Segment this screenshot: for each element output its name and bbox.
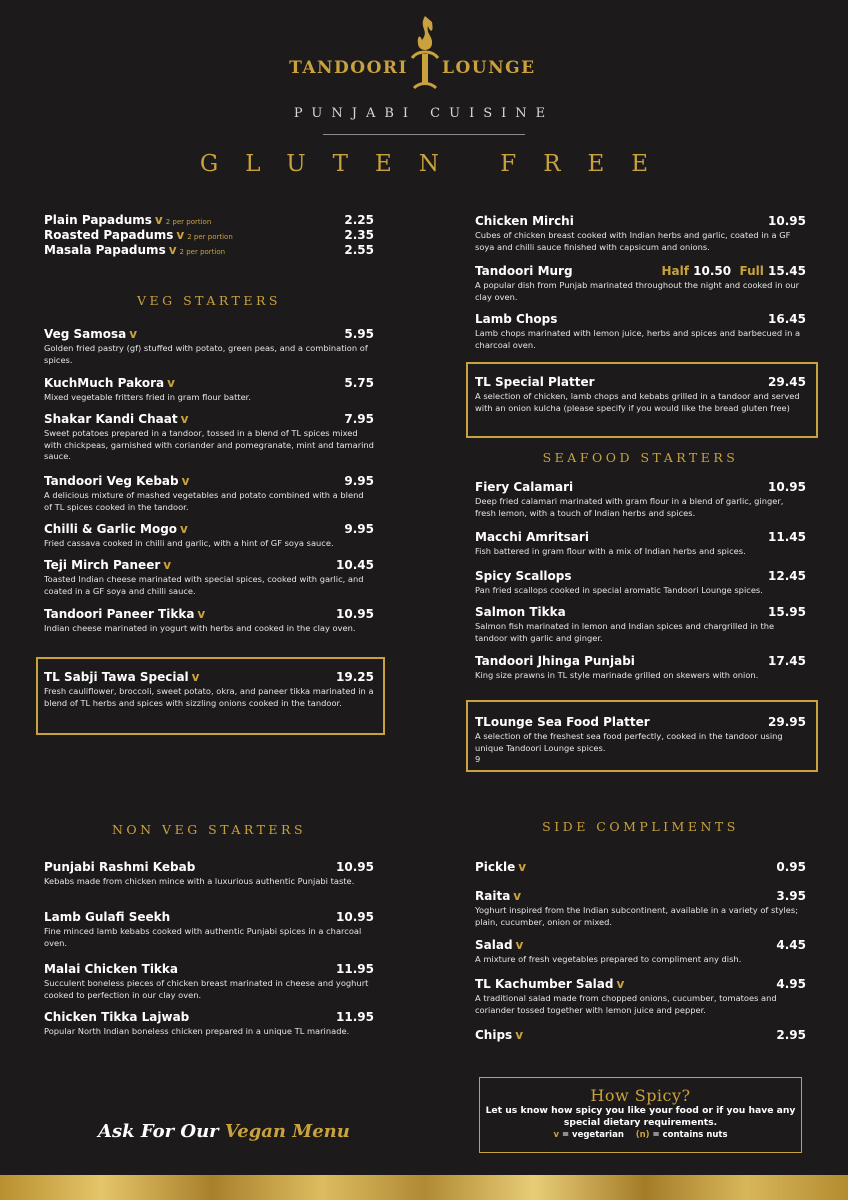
item-price: 10.95	[336, 860, 374, 874]
item-name: Tandoori Murg	[475, 264, 573, 278]
item-price: 15.95	[768, 605, 806, 619]
item-name: TL Special Platter	[475, 375, 595, 389]
menu-item	[44, 243, 374, 257]
item-name: Chilli & Garlic Mogo	[44, 522, 178, 536]
menu-item	[475, 654, 806, 682]
menu-item	[475, 569, 806, 597]
menu-item	[475, 938, 806, 966]
item-description: Fresh cauliflower, broccoli, sweet potato, okra, and paneer tikka marinated in a blend of TL herbs and spices with sizzling onions cooked in the tandoor.	[44, 686, 374, 708]
item-price: 7.95	[344, 412, 374, 426]
vegetarian-mark: v	[518, 860, 527, 874]
item-name: Salmon Tikka	[475, 605, 566, 619]
item-name: Salad	[475, 938, 513, 952]
vegetarian-mark: v	[197, 607, 206, 621]
item-name: Roasted Papadums	[44, 228, 174, 242]
item-price: 19.25	[336, 670, 374, 684]
menu-item	[44, 1010, 374, 1038]
item-name: Fiery Calamari	[475, 480, 574, 494]
item-price: 16.45	[768, 312, 806, 326]
item-name: KuchMuch Pakora	[44, 376, 165, 390]
item-description: Sweet potatoes prepared in a tandoor, tossed in a blend of TL spices mixed with chickpeas, garnished with coriander and pomegranate, mint and tamarind sauce.	[44, 428, 374, 462]
brand-name-left: TANDOORI	[289, 58, 408, 78]
item-description: Fish battered in gram flour with a mix of Indian herbs and spices.	[475, 546, 746, 556]
item-name: TL Sabji Tawa Special	[44, 670, 189, 684]
divider	[323, 134, 525, 135]
item-price: 4.45	[776, 938, 806, 952]
menu-item	[44, 376, 374, 404]
item-price	[661, 264, 806, 278]
item-description: King size prawns in TL style marinade grilled on skewers with onion.	[475, 670, 759, 680]
menu-item	[475, 1028, 806, 1042]
item-price: 3.95	[776, 889, 806, 903]
page-title: GLUTEN FREE	[199, 151, 676, 177]
menu-item	[475, 860, 806, 874]
item-description: A selection of chicken, lamb chops and kebabs grilled in a tandoor and served with an onion kulcha (please specify if you would like the bread gluten free)	[475, 391, 800, 413]
item-description: Salmon fish marinated in lemon and Indian spices and chargrilled in the tandoor with garlic and ginger.	[475, 621, 775, 643]
item-description: Succulent boneless pieces of chicken breast marinated in cheese and yoghurt cooked to perfection in our clay oven.	[44, 978, 369, 1000]
full-label: Full	[739, 264, 764, 278]
item-name: Plain Papadums	[44, 213, 152, 227]
vegan-prefix: Ask For Our	[98, 1121, 219, 1142]
item-price: 2.25	[344, 213, 374, 227]
item-price: 2.95	[776, 1028, 806, 1042]
flame-logo-icon	[408, 14, 442, 94]
vegetarian-mark: v	[513, 889, 522, 903]
legend-nuts-mark: (n)	[635, 1130, 650, 1140]
item-price: 11.95	[336, 962, 374, 976]
item-description: A mixture of fresh vegetables prepared to compliment any dish.	[475, 954, 742, 964]
menu-item	[475, 889, 806, 928]
vegetarian-mark: v	[167, 376, 175, 390]
item-description: A delicious mixture of mashed vegetables and potato combined with a blend of TL spices cooked in the tandoor.	[44, 490, 364, 512]
special-item	[44, 670, 374, 709]
item-description: Deep fried calamari marinated with gram flour in a blend of garlic, ginger, fresh lemon, with a touch of Indian herbs and spices.	[475, 496, 784, 518]
item-description: Mixed vegetable fritters fried in gram flour batter.	[44, 392, 251, 402]
special-item	[475, 715, 806, 766]
vegetarian-mark: v	[129, 327, 138, 341]
item-description: Fried cassava cooked in chilli and garlic, with a hint of GF soya sauce.	[44, 538, 334, 548]
legend-vegetarian-text: = vegetarian	[561, 1130, 624, 1140]
item-description: Popular North Indian boneless chicken prepared in a unique TL marinade.	[44, 1026, 350, 1036]
item-description: Kebabs made from chicken mince with a luxurious authentic Punjabi taste.	[44, 876, 355, 886]
item-name: Masala Papadums	[44, 243, 166, 257]
vegetarian-mark: v	[515, 1028, 524, 1042]
menu-item	[44, 228, 374, 242]
menu-item	[475, 264, 806, 303]
special-item	[475, 375, 806, 414]
item-description: A popular dish from Punjab marinated throughout the night and cooked in our clay oven.	[475, 280, 799, 302]
item-price: 11.95	[336, 1010, 374, 1024]
item-name: Macchi Amritsari	[475, 530, 589, 544]
item-name: TLounge Sea Food Platter	[475, 715, 650, 729]
menu-item	[475, 214, 806, 253]
spice-info-box	[479, 1077, 802, 1153]
legend	[480, 1130, 801, 1140]
vegetarian-mark: v	[180, 412, 189, 426]
spice-text: Let us know how spicy you like your food or if you have any special dietary requirements.	[485, 1105, 796, 1128]
vegetarian-mark: v	[181, 474, 190, 488]
item-description: A selection of the freshest sea food perfectly, cooked in the tandoor using unique Tandoori Lounge spices.	[475, 731, 783, 753]
item-name: Chicken Tikka Lajwab	[44, 1010, 190, 1024]
vegan-menu-callout	[98, 1121, 350, 1142]
menu-item	[475, 977, 806, 1016]
item-price: 10.95	[768, 480, 806, 494]
portion-note: 2 per portion	[179, 248, 226, 256]
item-description: Yoghurt inspired from the Indian subcontinent, available in a variety of styles; plain, cucumber, onion or mixed.	[475, 905, 799, 927]
item-name: Teji Mirch Paneer	[44, 558, 161, 572]
vegetarian-mark: v	[176, 228, 185, 242]
item-description: A traditional salad made from chopped onions, cucumber, tomatoes and coriander tossed together with lemon juice and pepper.	[475, 993, 777, 1015]
vegetarian-mark: v	[616, 977, 625, 991]
full-price: 15.45	[768, 264, 806, 278]
item-description: Golden fried pastry (gf) stuffed with potato, green peas, and a combination of spices.	[44, 343, 368, 365]
item-price: 17.45	[768, 654, 806, 668]
gold-foil-border	[0, 1175, 848, 1200]
item-note: 9	[475, 754, 481, 765]
menu-item	[44, 327, 374, 366]
item-price: 0.95	[776, 860, 806, 874]
menu-item	[44, 474, 374, 513]
item-price: 5.75	[344, 376, 374, 390]
item-price: 12.45	[768, 569, 806, 583]
menu-item	[475, 480, 806, 519]
vegetarian-mark: v	[191, 670, 200, 684]
half-price: 10.50	[693, 264, 732, 278]
item-name: Malai Chicken Tikka	[44, 962, 178, 976]
menu-item	[44, 860, 374, 888]
item-name: Chips	[475, 1028, 513, 1042]
legend-vegetarian-mark: v	[553, 1130, 559, 1140]
item-price: 10.45	[336, 558, 374, 572]
item-description: Indian cheese marinated in yogurt with herbs and cooked in the clay oven.	[44, 623, 356, 633]
brand-name-right: LOUNGE	[442, 58, 536, 78]
cuisine-subtitle: PUNJABI CUISINE	[293, 106, 555, 121]
item-price: 10.95	[336, 607, 374, 621]
menu-item	[44, 412, 374, 463]
vegetarian-mark: v	[180, 522, 188, 536]
item-price: 4.95	[776, 977, 806, 991]
item-name: Tandoori Paneer Tikka	[44, 607, 195, 621]
item-price: 10.95	[336, 910, 374, 924]
item-name: Tandoori Jhinga Punjabi	[475, 654, 635, 668]
half-label: Half	[661, 264, 689, 278]
item-description: Pan fried scallops cooked in special aromatic Tandoori Lounge spices.	[475, 585, 763, 595]
item-name: Veg Samosa	[44, 327, 127, 341]
item-description: Toasted Indian cheese marinated with special spices, cooked with garlic, and coated in a GF soya and chilli sauce.	[44, 574, 364, 596]
menu-item	[44, 910, 374, 949]
vegan-highlight: Vegan Menu	[224, 1121, 350, 1142]
item-price: 9.95	[344, 474, 374, 488]
menu-item	[44, 213, 374, 227]
menu-item	[475, 312, 806, 351]
item-description: Cubes of chicken breast cooked with Indian herbs and garlic, coated in a GF soya and chilli sauce finished with capsicum and onions.	[475, 230, 791, 252]
item-name: Punjabi Rashmi Kebab	[44, 860, 196, 874]
item-price: 29.95	[768, 715, 806, 729]
spice-title: How Spicy?	[590, 1086, 691, 1105]
item-name: Raita	[475, 889, 511, 903]
section-title-non-veg-starters: NON VEG STARTERS	[111, 822, 307, 837]
item-price: 10.95	[768, 214, 806, 228]
item-description: Fine minced lamb kebabs cooked with authentic Punjabi spices in a charcoal oven.	[44, 926, 362, 948]
section-title-side-compliments: SIDE COMPLIMENTS	[542, 819, 739, 834]
section-title-seafood-starters: SEAFOOD STARTERS	[542, 450, 739, 465]
item-price: 11.45	[768, 530, 806, 544]
vegetarian-mark: v	[154, 213, 163, 227]
portion-note: 2 per portion	[165, 218, 212, 226]
item-name: Chicken Mirchi	[475, 214, 574, 228]
vegetarian-mark: v	[168, 243, 177, 257]
section-title-veg-starters: VEG STARTERS	[137, 293, 281, 308]
menu-item	[44, 607, 374, 635]
portion-note: 2 per portion	[187, 233, 233, 241]
legend-nuts-text: = contains nuts	[652, 1130, 728, 1140]
item-price: 2.35	[344, 228, 374, 242]
vegetarian-mark: v	[515, 938, 524, 952]
item-price: 29.45	[768, 375, 806, 389]
item-name: TL Kachumber Salad	[475, 977, 614, 991]
item-price: 5.95	[344, 327, 374, 341]
brand-logo	[0, 14, 848, 94]
item-name: Lamb Chops	[475, 312, 558, 326]
item-price: 2.55	[344, 243, 374, 257]
menu-item	[44, 962, 374, 1001]
vegetarian-mark: v	[163, 558, 172, 572]
menu-item	[475, 530, 806, 558]
menu-item	[44, 522, 374, 550]
menu-item	[44, 558, 374, 597]
item-name: Pickle	[475, 860, 516, 874]
item-name: Shakar Kandi Chaat	[44, 412, 178, 426]
item-name: Lamb Gulafi Seekh	[44, 910, 171, 924]
item-name: Tandoori Veg Kebab	[44, 474, 179, 488]
item-price: 9.95	[344, 522, 374, 536]
menu-item	[475, 605, 806, 644]
item-name: Spicy Scallops	[475, 569, 572, 583]
item-description: Lamb chops marinated with lemon juice, herbs and spices and barbecued in a charcoal oven.	[475, 328, 801, 350]
